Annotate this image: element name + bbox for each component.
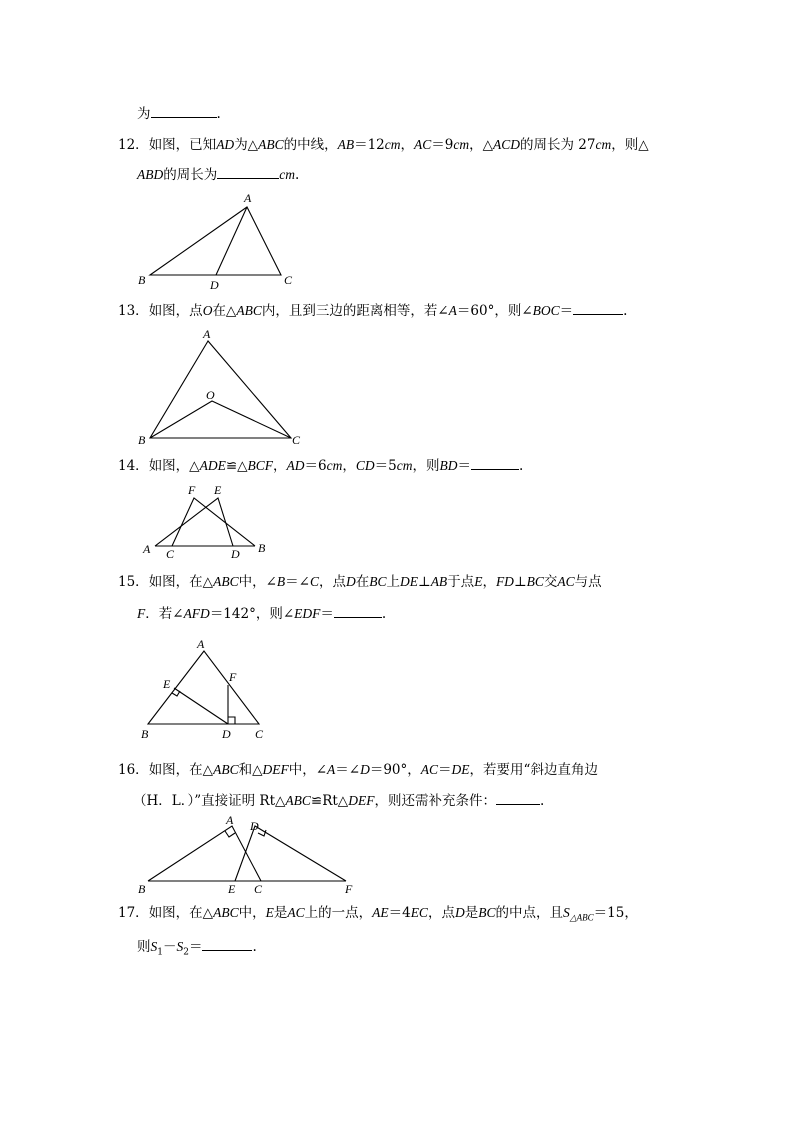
- right-angle-d: [258, 830, 266, 836]
- label-c: C: [166, 547, 175, 561]
- label-a: A: [203, 327, 211, 341]
- label-c: C: [255, 727, 264, 741]
- label-o: O: [206, 388, 215, 402]
- label-e: E: [214, 483, 222, 497]
- label-b: B: [138, 882, 146, 896]
- label-a: A: [143, 542, 151, 556]
- answer-blank[interactable]: [202, 936, 252, 951]
- label-a: A: [226, 813, 234, 827]
- label-c: C: [284, 273, 293, 287]
- label-d: D: [222, 727, 231, 741]
- label-f: F: [345, 882, 353, 896]
- question-12-line-2: ABD的周长为 cm.: [137, 164, 299, 185]
- label-c: C: [292, 433, 301, 447]
- question-17-line-1: 17．如图，在△ABC中，E是AC上的一点，AE＝4EC，点D是BC的中点，且$S_{\triangle ABC}=15$，: [118, 905, 638, 923]
- right-angle-a: [225, 831, 235, 837]
- label-b: B: [141, 727, 149, 741]
- question-12-line-1: 12．如图，已知AD为△ABC的中线，AB＝12cm，AC＝9cm，△ACD的周长为 27cm，则△: [118, 137, 649, 153]
- label-d: D: [210, 278, 219, 292]
- label-e: E: [163, 677, 171, 691]
- label-a: A: [244, 191, 252, 205]
- label-b: B: [258, 541, 266, 555]
- label-e: E: [228, 882, 236, 896]
- question-17-line-2: 则$S_1-S_2=$ .: [137, 936, 257, 963]
- label-c: C: [254, 882, 263, 896]
- label-d: D: [250, 819, 259, 833]
- label-b: B: [138, 273, 146, 287]
- question-16-line-1: 16．如图，在△ABC和△DEF中，∠A＝∠D＝90°，AC＝DE，若要用“斜边直角边: [118, 762, 598, 778]
- question-15-line-2: F．若∠AFD＝142°，则∠EDF＝ .: [137, 603, 386, 624]
- question-16-line-2: （H．L．）”直接证明 Rt△ABC≌Rt△DEF，则还需补充条件： .: [133, 790, 544, 811]
- label-d: D: [231, 547, 240, 561]
- triangle-def: [235, 826, 346, 881]
- triangle-abc: [148, 826, 261, 881]
- question-15-line-1: 15．如图，在△ABC中，∠B＝∠C，点D在BC上DE⊥AB于点E，FD⊥BC交AC与点: [118, 574, 602, 590]
- label-a: A: [197, 637, 205, 651]
- question-14: 14．如图，△ADE≌△BCF，AD＝6cm，CD＝5cm，则BD＝ .: [118, 455, 523, 476]
- label-f: F: [188, 483, 196, 497]
- question-13: 13．如图，点O在△ABC内，且到三边的距离相等，若∠A＝60°，则∠BOC＝ .: [118, 300, 627, 321]
- label-b: B: [138, 433, 146, 447]
- previous-question-tail: 为 .: [137, 103, 221, 124]
- label-f: F: [229, 670, 237, 684]
